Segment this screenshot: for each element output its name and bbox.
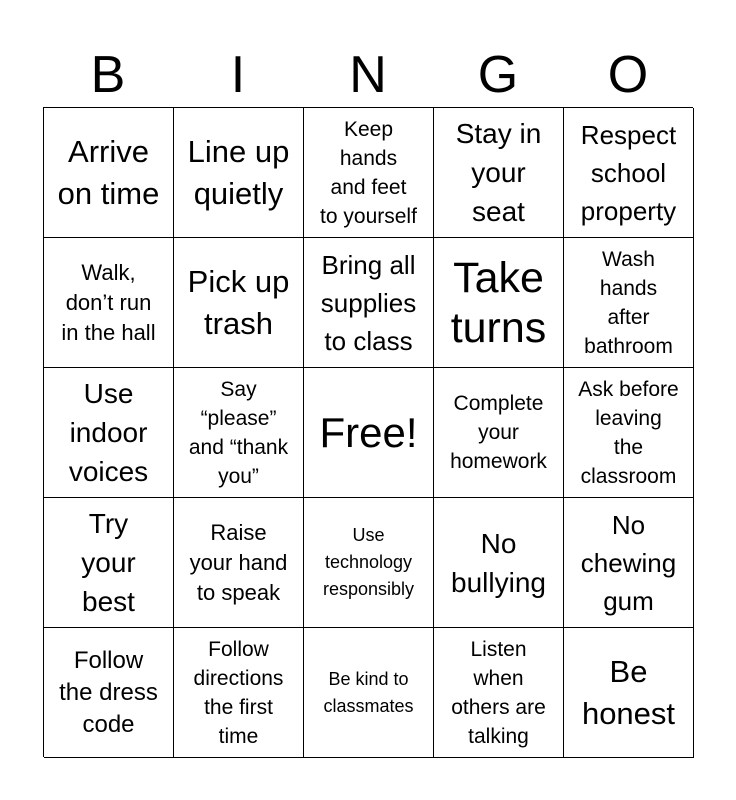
cell-text: Pick up trash	[187, 263, 290, 341]
header-letter-o: O	[607, 46, 649, 104]
cell-text: Be kind to classmates	[323, 668, 414, 716]
header-letter-i: I	[230, 46, 246, 104]
cell-text: Respect school property	[580, 119, 677, 226]
bingo-header	[43, 44, 693, 106]
cell-text: Follow the dress code	[59, 646, 158, 738]
cell-text: Complete your homework	[450, 392, 547, 473]
cell-text: Stay in your seat	[455, 118, 542, 227]
bingo-cell	[44, 628, 174, 758]
bingo-cell	[174, 628, 304, 758]
bingo-cell	[564, 108, 694, 238]
bingo-cell	[44, 498, 174, 628]
cell-text: Keep hands and feet to yourself	[320, 117, 417, 228]
cell-text: Be honest	[581, 653, 676, 731]
bingo-cell	[434, 238, 564, 368]
bingo-cell	[44, 368, 174, 498]
cell-text: Arrive on time	[57, 133, 160, 211]
cell-text: No bullying	[451, 527, 546, 598]
bingo-cell	[564, 628, 694, 758]
bingo-cell	[304, 108, 434, 238]
cell-text: Walk, don’t run in the hall	[61, 259, 156, 345]
bingo-cell	[174, 238, 304, 368]
cell-text: Ask before leaving the classroom	[578, 377, 679, 488]
cell-text: Raise your hand to speak	[189, 519, 288, 605]
cell-text: Listen when others are talking	[451, 637, 546, 748]
bingo-cell	[434, 628, 564, 758]
cell-text: Take turns	[450, 253, 547, 352]
free-space-cell	[304, 368, 434, 498]
cell-text: Use indoor voices	[68, 378, 149, 487]
cell-text: Try your best	[81, 508, 136, 617]
header-letter-b: B	[90, 46, 126, 104]
bingo-cell	[304, 238, 434, 368]
bingo-cell	[44, 108, 174, 238]
bingo-cell	[304, 498, 434, 628]
cell-text: Free!	[319, 408, 418, 456]
bingo-cell	[304, 628, 434, 758]
cell-text: Use technology responsibly	[322, 525, 415, 599]
cell-text: Bring all supplies to class	[320, 249, 417, 356]
header-letter-n: N	[349, 46, 387, 104]
bingo-cell	[564, 498, 694, 628]
cell-text: Line up quietly	[187, 133, 290, 211]
cell-text: Wash hands after bathroom	[584, 247, 673, 358]
bingo-cell	[564, 238, 694, 368]
bingo-cell	[44, 238, 174, 368]
header-letter-g: G	[477, 46, 519, 104]
bingo-cell	[564, 368, 694, 498]
bingo-cell	[434, 368, 564, 498]
bingo-cell	[174, 368, 304, 498]
bingo-cell	[434, 498, 564, 628]
bingo-cell	[434, 108, 564, 238]
cell-text: Follow directions the first time	[193, 637, 284, 748]
bingo-cell	[174, 108, 304, 238]
cell-text: Say “please” and “thank you”	[188, 377, 289, 488]
bingo-cell	[174, 498, 304, 628]
bingo-board	[43, 107, 693, 757]
cell-text: No chewing gum	[580, 509, 677, 616]
